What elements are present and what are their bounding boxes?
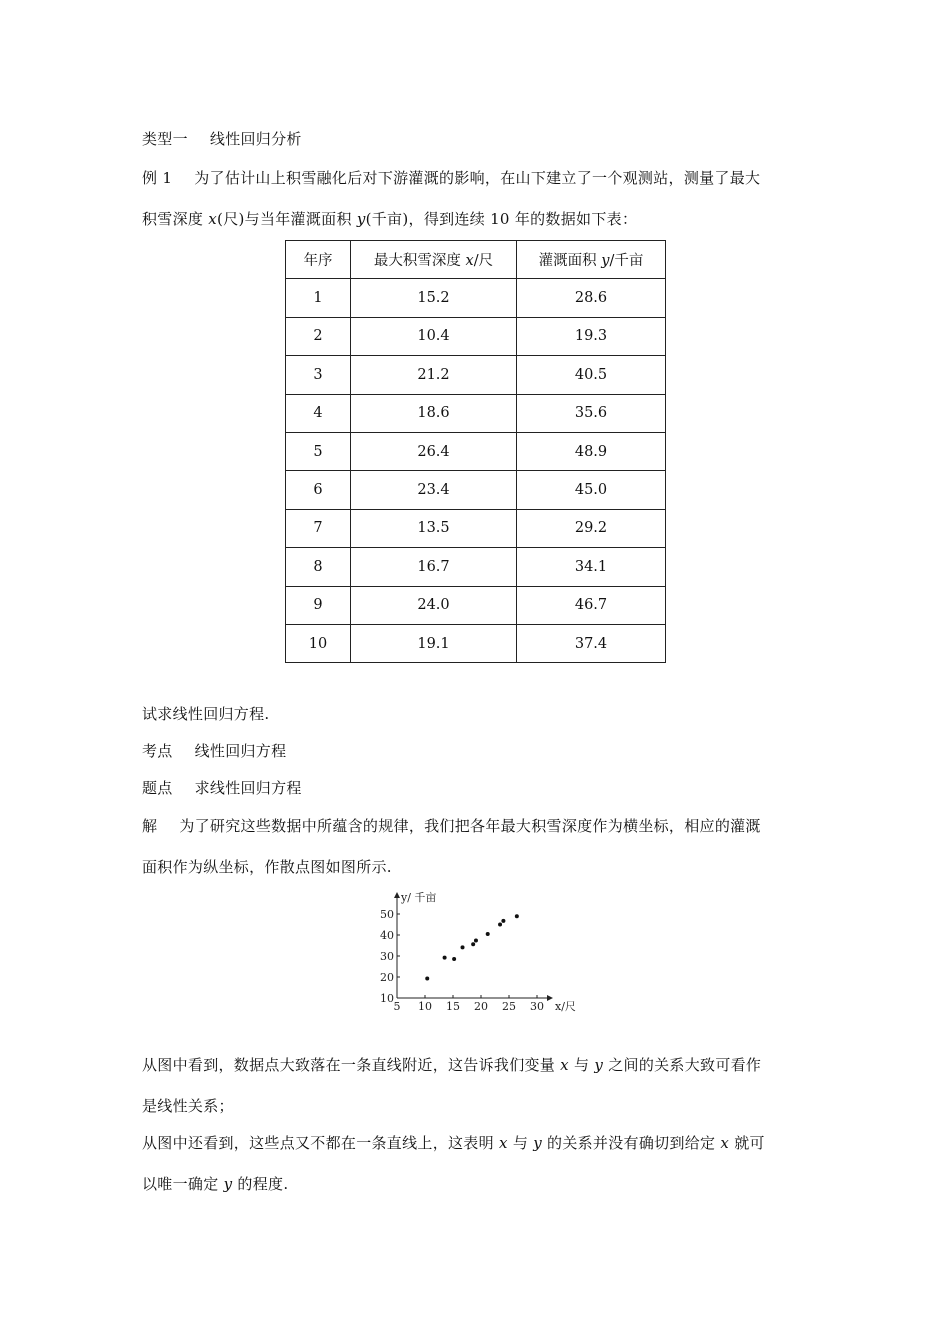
y-axis-label: y/ 千亩: [401, 891, 437, 904]
header-area: 灌溉面积 y/千亩: [517, 241, 666, 279]
y-tick-label: 30: [380, 950, 394, 963]
cell-area: 40.5: [517, 356, 666, 394]
data-point: [461, 945, 465, 949]
example-text-2a: 积雪深度: [142, 210, 209, 228]
x-axis-label: x/尺: [555, 1000, 576, 1013]
heading-title: 线性回归分析: [209, 130, 302, 148]
x-tick-label: 15: [446, 1000, 460, 1013]
cell-year: 4: [286, 394, 351, 432]
table-row: [286, 509, 666, 547]
cell-year: 9: [286, 586, 351, 624]
data-point: [498, 923, 502, 927]
table-row: [286, 394, 666, 432]
cell-area: 35.6: [517, 394, 666, 432]
y-tick-label: 40: [380, 929, 394, 942]
cell-depth: 24.0: [351, 586, 517, 624]
table-row: [286, 356, 666, 394]
table-row: [286, 624, 666, 662]
data-point: [486, 932, 490, 936]
example-line-2: [142, 208, 637, 229]
y-tick-label: 10: [380, 992, 394, 1005]
data-point: [443, 956, 447, 960]
data-point: [515, 914, 519, 918]
example-text-2b: (尺)与当年灌溉面积: [217, 210, 357, 228]
kaodian-text: 线性回归方程: [194, 742, 287, 760]
y-axis-arrow: [394, 892, 400, 898]
cell-year: 10: [286, 624, 351, 662]
cell-year: 5: [286, 432, 351, 470]
cell-depth: 13.5: [351, 509, 517, 547]
solution-label: 解: [142, 817, 158, 835]
cell-depth: 21.2: [351, 356, 517, 394]
solution-line-2: 面积作为纵坐标，作散点图如图所示.: [142, 858, 392, 876]
cell-year: 2: [286, 317, 351, 355]
example-label: 例 1: [142, 169, 173, 187]
chart-points: [425, 914, 519, 980]
cell-depth: 18.6: [351, 394, 517, 432]
cell-depth: 10.4: [351, 317, 517, 355]
data-point: [471, 942, 475, 946]
var-y: y: [356, 210, 366, 228]
header-depth: 最大积雪深度 x/尺: [351, 241, 517, 279]
para2-line-2: 以唯一确定 y 的程度.: [142, 1175, 289, 1193]
data-point: [501, 919, 505, 923]
x-tick-label: 5: [393, 1000, 401, 1013]
cell-depth: 15.2: [351, 279, 517, 317]
example-line-1: [142, 167, 760, 188]
table-header-row: [286, 241, 666, 279]
table-row: [286, 432, 666, 470]
var-x: x: [208, 210, 218, 228]
data-point: [425, 976, 429, 980]
table-row: [286, 586, 666, 624]
y-tick-label: 50: [380, 908, 394, 921]
tidian: [142, 777, 302, 798]
example-text-2c: (千亩)，得到连续 10 年的数据如下表：: [365, 210, 638, 228]
cell-area: 19.3: [517, 317, 666, 355]
cell-area: 46.7: [517, 586, 666, 624]
data-point: [452, 957, 456, 961]
cell-area: 34.1: [517, 548, 666, 586]
x-tick-label: 20: [474, 1000, 488, 1013]
chart-labels: [380, 890, 576, 1013]
table-row: [286, 317, 666, 355]
cell-area: 29.2: [517, 509, 666, 547]
table-row: [286, 548, 666, 586]
table-row: [286, 279, 666, 317]
y-tick-label: 20: [380, 971, 394, 984]
cell-area: 48.9: [517, 432, 666, 470]
kaodian-label: 考点: [142, 742, 173, 760]
para1-line-1: 从图中看到，数据点大致落在一条直线附近，这告诉我们变量 x 与 y 之间的关系大致可看作: [142, 1056, 762, 1074]
cell-depth: 16.7: [351, 548, 517, 586]
section-heading: [142, 128, 302, 149]
cell-depth: 26.4: [351, 432, 517, 470]
cell-depth: 23.4: [351, 471, 517, 509]
solution-text-1: 为了研究这些数据中所蕴含的规律，我们把各年最大积雪深度作为横坐标，相应的灌溉: [179, 817, 761, 835]
tidian-text: 求线性回归方程: [194, 779, 302, 797]
table-row: [286, 471, 666, 509]
cell-year: 8: [286, 548, 351, 586]
cell-area: 28.6: [517, 279, 666, 317]
x-axis-arrow: [547, 995, 553, 1001]
scatter-chart: [365, 884, 615, 1019]
tidian-label: 题点: [142, 779, 173, 797]
example-text-1: 为了估计山上积雪融化后对下游灌溉的影响，在山下建立了一个观测站，测量了最大: [194, 169, 761, 187]
cell-year: 3: [286, 356, 351, 394]
data-table: [285, 240, 666, 663]
kaodian: [142, 740, 286, 761]
cell-year: 6: [286, 471, 351, 509]
cell-year: 1: [286, 279, 351, 317]
question: 试求线性回归方程.: [142, 705, 270, 723]
data-point: [474, 938, 478, 942]
cell-area: 37.4: [517, 624, 666, 662]
cell-year: 7: [286, 509, 351, 547]
para2-line-1: 从图中还看到，这些点又不都在一条直线上，这表明 x 与 y 的关系并没有确切到给定 x 就可: [142, 1134, 765, 1152]
cell-depth: 19.1: [351, 624, 517, 662]
header-year: 年序: [286, 241, 351, 279]
solution-line-1: [142, 815, 761, 836]
x-tick-label: 10: [418, 1000, 432, 1013]
cell-area: 45.0: [517, 471, 666, 509]
x-tick-label: 25: [502, 1000, 516, 1013]
x-tick-label: 30: [530, 1000, 544, 1013]
chart-axes: [394, 892, 553, 1001]
para1-line-2: 是线性关系；: [142, 1097, 234, 1115]
heading-label: 类型一: [142, 130, 188, 148]
